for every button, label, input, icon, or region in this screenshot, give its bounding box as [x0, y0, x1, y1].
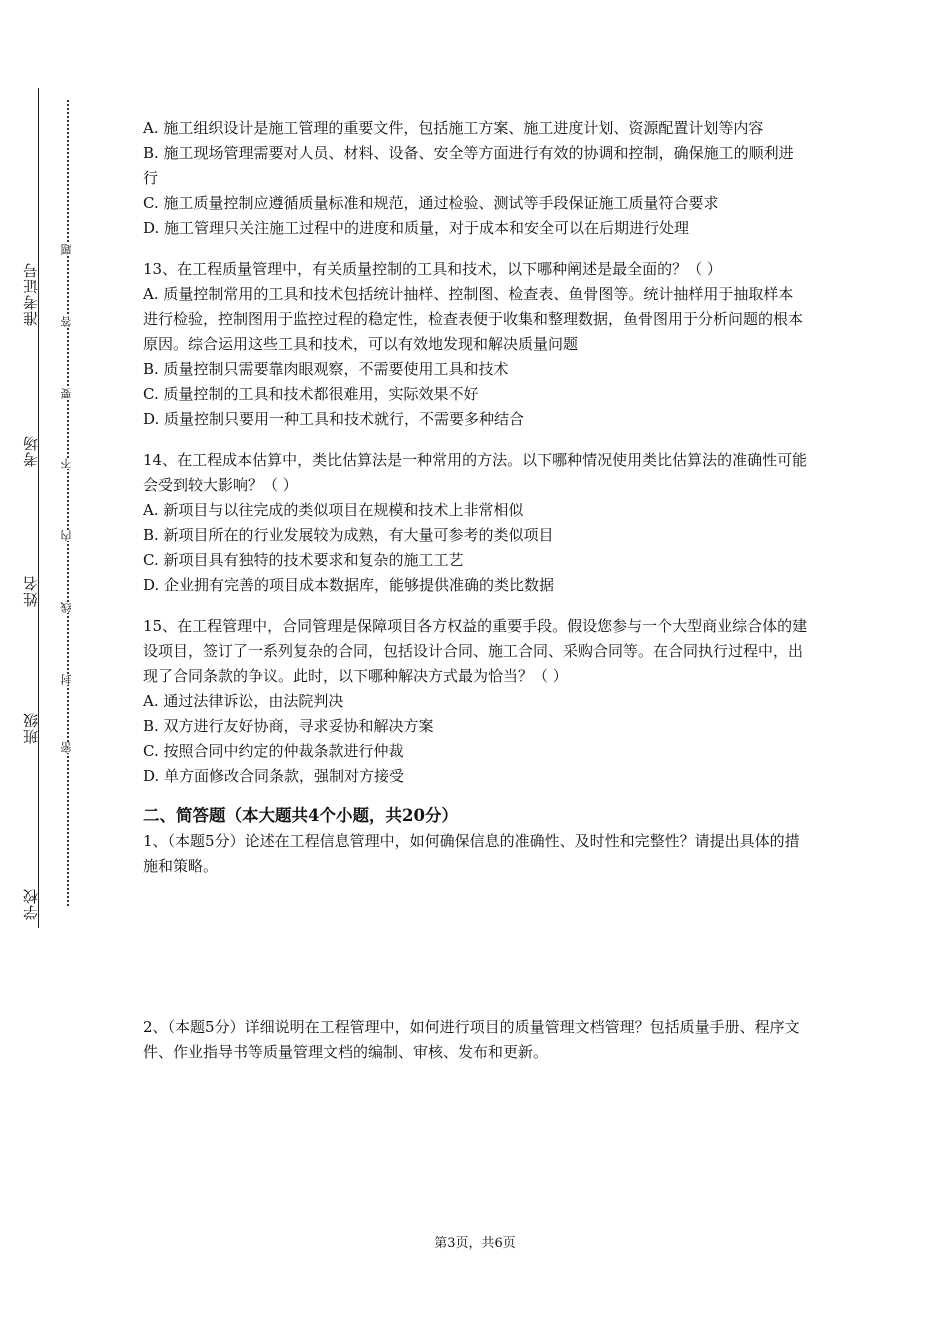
page-number: 第3页，共6页	[434, 1236, 516, 1251]
section-title: 二、简答题（本大题共4个小题，共20分）	[143, 806, 458, 825]
option-c: C. 新项目具有独特的技术要求和复杂的施工工艺	[143, 551, 464, 569]
option-b: B. 质量控制只需要靠肉眼观察，不需要使用工具和技术	[143, 360, 509, 378]
option-c: C. 质量控制的工具和技术都很难用，实际效果不好	[143, 385, 479, 403]
option-c: C. 施工质量控制应遵循质量标准和规范，通过检验、测试等手段保证施工质量符合要求	[143, 194, 719, 212]
seal-char: 密	[60, 742, 73, 753]
seal-dotted-line	[67, 100, 69, 906]
option-b: B. 施工现场管理需要对人员、材料、设备、安全等方面进行有效的协调和控制，确保施工的顺利进行	[143, 144, 794, 187]
seal-char: 封	[60, 674, 73, 685]
margin-line-bottom	[38, 848, 39, 928]
seal-char: 要	[60, 388, 73, 399]
question-15-stem: 15、在工程管理中，合同管理是保障项目各方权益的重要手段。假设您参与一个大型商业综合体的建设项目，签订了一系列复杂的合同，包括设计合同、施工合同、采购合同等。在合同执行过程中，出现了合同条款的争议。此时，以下哪种解决方式最为恰当？（ ）	[143, 617, 808, 685]
answer-space	[143, 879, 808, 1015]
seal-char: 线	[60, 602, 73, 613]
margin-label-exam-room: 考场	[22, 435, 40, 467]
option-a: A. 新项目与以往完成的类似项目在规模和技术上非常相似	[143, 501, 524, 519]
margin-label-school: 学校	[22, 888, 40, 920]
question-14-stem: 14、在工程成本估算中，类比估算法是一种常用的方法。以下哪种情况使用类比估算法的准确性可能会受到较大影响？（ ）	[143, 451, 808, 494]
exam-content	[143, 116, 808, 1065]
margin-label-class: 班级	[22, 712, 40, 744]
option-a: A. 通过法律诉讼，由法院判决	[143, 692, 344, 710]
short-answer-question-2: 2、（本题5分）详细说明在工程管理中，如何进行项目的质量管理文档管理？包括质量手册、程序文件、作业指导书等质量管理文档的编制、审核、发布和更新。	[143, 1018, 800, 1061]
option-d: D. 企业拥有完善的项目成本数据库，能够提供准确的类比数据	[143, 576, 555, 594]
option-c: C. 按照合同中约定的仲裁条款进行仲裁	[143, 742, 404, 760]
seal-char: 题	[60, 244, 73, 255]
margin-label-name: 姓名	[22, 575, 40, 607]
option-d: D. 质量控制只要用一种工具和技术就行，不需要多种结合	[143, 410, 525, 428]
option-a: A. 质量控制常用的工具和技术包括统计抽样、控制图、检查表、鱼骨图等。统计抽样用于抽取样本进行检验，控制图用于监控过程的稳定性，检查表便于收集和整理数据，鱼骨图用于分析问题的根本原因。综合运用这些工具和技术，可以有效地发现和解决质量问题	[143, 285, 804, 353]
question-13-stem: 13、在工程质量管理中，有关质量控制的工具和技术，以下哪种阐述是最全面的？（ ）	[143, 260, 722, 278]
seal-char: 答	[60, 316, 73, 327]
option-b: B. 双方进行友好协商，寻求妥协和解决方案	[143, 717, 434, 735]
margin-label-exam-number: 准考证号	[22, 262, 40, 326]
seal-char: 不	[60, 458, 73, 469]
option-b: B. 新项目所在的行业发展较为成熟，有大量可参考的类似项目	[143, 526, 554, 544]
short-answer-question-1: 1、（本题5分）论述在工程信息管理中，如何确保信息的准确性、及时性和完整性？请提出具体的措施和策略。	[143, 832, 800, 875]
option-d: D. 施工管理只关注施工过程中的进度和质量，对于成本和安全可以在后期进行处理	[143, 219, 690, 237]
option-d: D. 单方面修改合同条款，强制对方接受	[143, 767, 405, 785]
seal-char: 内	[60, 530, 73, 541]
option-a: A. 施工组织设计是施工管理的重要文件，包括施工方案、施工进度计划、资源配置计划等内容	[143, 119, 764, 137]
